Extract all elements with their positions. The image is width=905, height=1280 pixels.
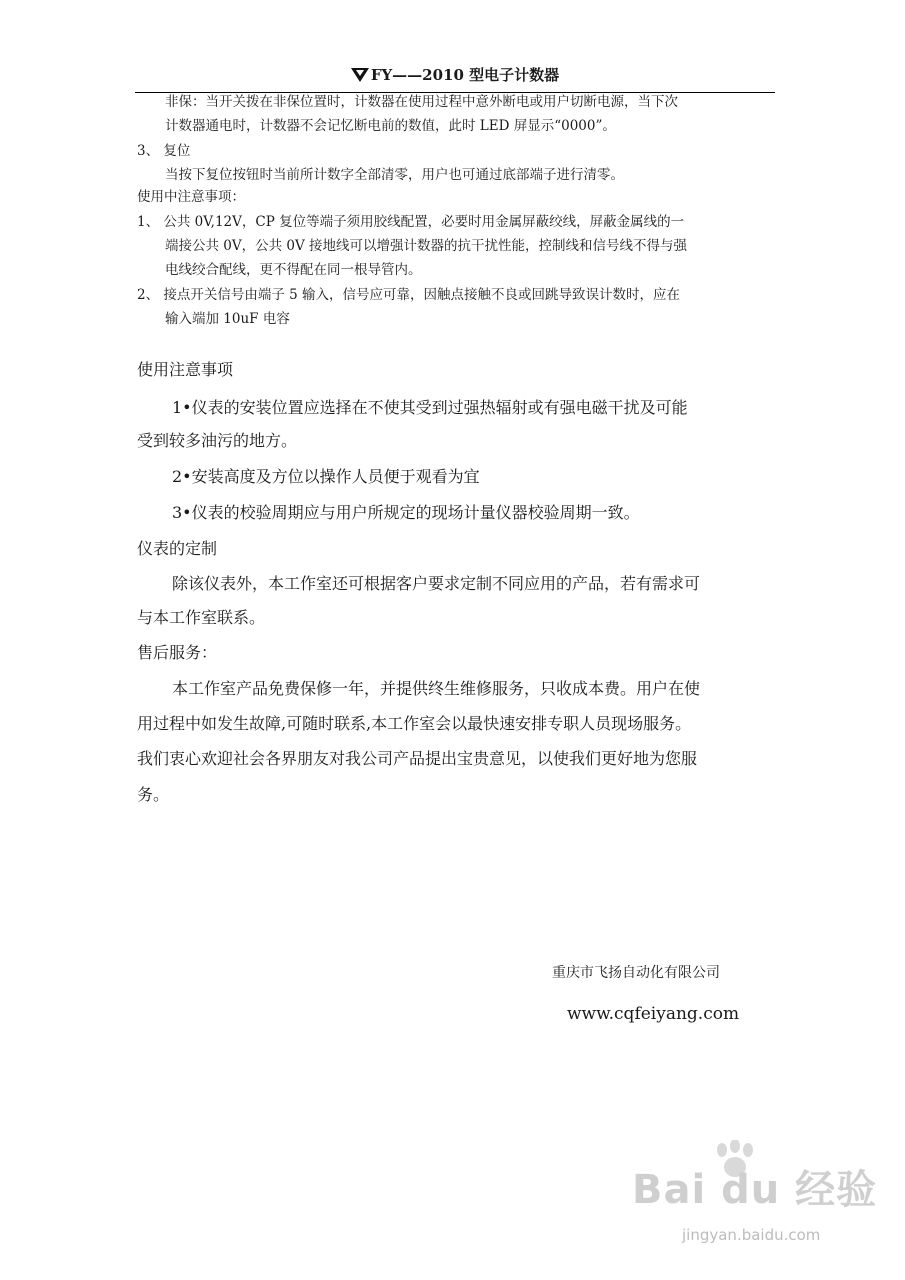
section-heading: 使用注意事项	[137, 360, 234, 379]
section-heading: 3、 复位	[137, 143, 191, 159]
paragraph-line: 除该仪表外，本工作室还可根据客户要求定制不同应用的产品，若有需求可	[172, 574, 701, 593]
list-item: 1、 公共 0V,12V，CP 复位等端子须用胶线配置，必要时用金属屏蔽绞线，屏蔽金属线的一	[137, 214, 685, 230]
paragraph-line: 务。	[137, 785, 170, 804]
paragraph-line: 2•安装高度及方位以操作人员便于观看为宜	[172, 467, 480, 486]
paragraph-line: 当按下复位按钮时当前所计数字全部清零，用户也可通过底部端子进行清零。	[165, 167, 624, 183]
watermark-brand: Bai du 经验	[632, 1167, 878, 1213]
paragraph-line: 3•仪表的校验周期应与用户所规定的现场计量仪器校验周期一致。	[172, 503, 640, 522]
header-title-block	[135, 64, 775, 86]
paragraph-line: 1•仪表的安装位置应选择在不使其受到过强热辐射或有强电磁干扰及可能	[172, 398, 688, 417]
paragraph-line: 非保：当开关拨在非保位置时，计数器在使用过程中意外断电或用户切断电源，当下次	[165, 94, 678, 110]
paragraph-line: 计数器通电时，计数器不会记忆断电前的数值，此时 LED 屏显示“0000”。	[165, 118, 616, 134]
watermark-url: jingyan.baidu.com	[682, 1226, 821, 1244]
paragraph-line: 受到较多油污的地方。	[137, 431, 298, 450]
list-item: 2、 接点开关信号由端子 5 输入，信号应可靠，因触点接触不良或回跳导致误计数时，应在	[137, 287, 681, 303]
company-name: 重庆市飞扬自动化有限公司	[552, 965, 720, 981]
paragraph-line: 与本工作室联系。	[137, 608, 266, 627]
list-item-continuation: 输入端加 10uF 电容	[165, 311, 290, 327]
section-heading: 使用中注意事项：	[137, 189, 245, 205]
section-heading: 仪表的定制	[137, 539, 218, 558]
paragraph-line: 用过程中如发生故障,可随时联系,本工作室会以最快速安排专职人员现场服务。	[137, 714, 692, 733]
paragraph-line: 我们衷心欢迎社会各界朋友对我公司产品提出宝贵意见，以使我们更好地为您服	[137, 749, 698, 768]
section-heading: 售后服务：	[137, 643, 218, 662]
list-item-continuation: 电线绞合配线，更不得配在同一根导管内。	[165, 262, 422, 278]
company-logo-icon	[351, 68, 369, 86]
document-title: FY——2010 型电子计数器	[370, 66, 560, 84]
list-item-continuation: 端接公共 0V，公共 0V 接地线可以增强计数器的抗干扰性能，控制线和信号线不得与强	[165, 238, 688, 254]
company-website: www.cqfeiyang.com	[567, 1004, 740, 1024]
paragraph-line: 本工作室产品免费保修一年，并提供终生维修服务，只收成本费。用户在使	[172, 679, 701, 698]
